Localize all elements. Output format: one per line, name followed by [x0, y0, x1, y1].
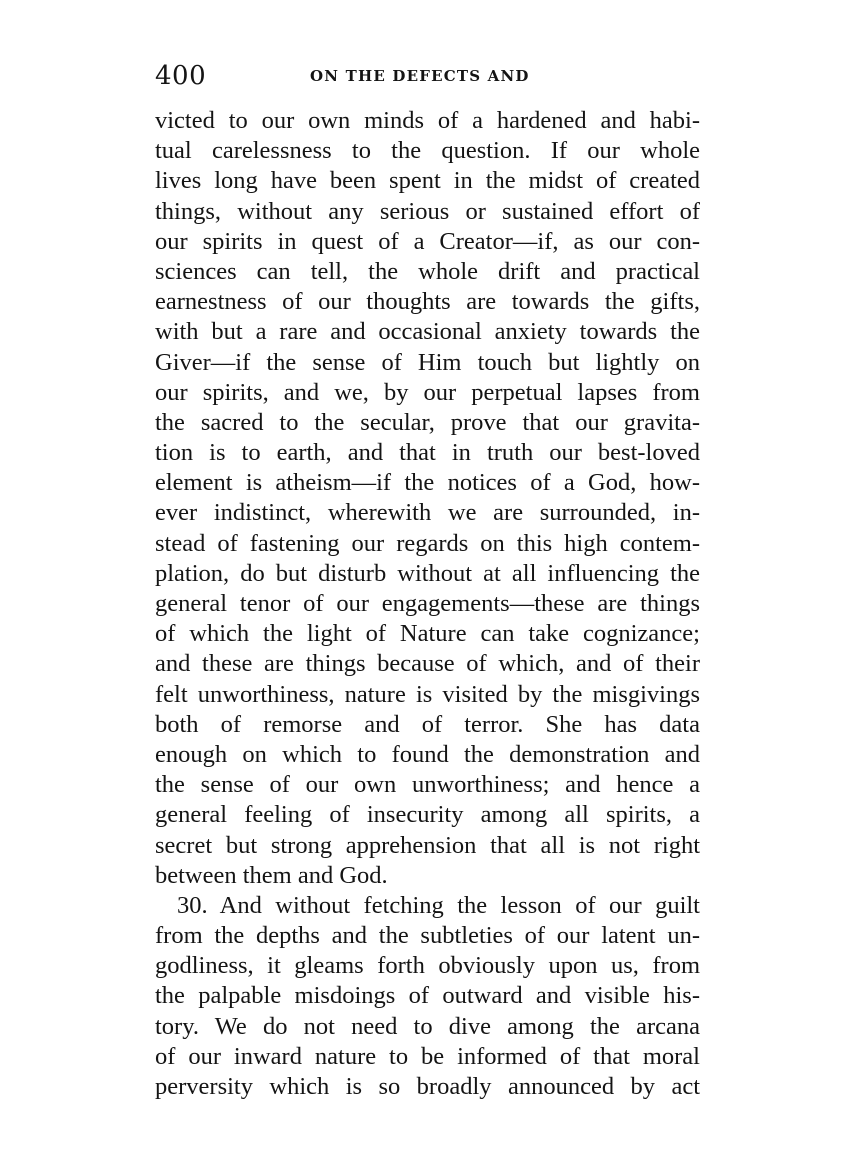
text-line: of which the light of Nature can take cognizance;	[155, 620, 700, 648]
text-line: earnestness of our thoughts are towards the gifts,	[155, 288, 700, 316]
text-line: tory. We do not need to dive among the arcana	[155, 1012, 700, 1040]
text-line: our spirits, and we, by our perpetual lapses from	[155, 378, 700, 406]
text-line: stead of fastening our regards on this high contem-	[155, 529, 700, 557]
text-line: from the depths and the subtleties of our latent un-	[155, 922, 700, 950]
text-line: general tenor of our engagements—these are things	[155, 590, 700, 617]
text-line: the sense of our own unworthiness; and hence a	[155, 771, 700, 799]
text-line: lives long have been spent in the midst of created	[155, 167, 700, 195]
text-line: general feeling of insecurity among all spirits, a	[155, 801, 700, 829]
text-line: tion is to earth, and that in truth our best-loved	[155, 439, 700, 467]
text-line: tual carelessness to the question. If our whole	[155, 137, 700, 165]
paragraph-end-line: between them and God.	[155, 861, 388, 889]
page-header	[155, 62, 700, 90]
text-line: godliness, it gleams forth obviously upon us, from	[155, 952, 700, 980]
text-line: our spirits in quest of a Creator—if, as our con-	[155, 227, 700, 255]
text-line: secret but strong apprehension that all is not right	[155, 831, 700, 859]
text-line: element is atheism—if the notices of a God, how-	[155, 469, 700, 497]
text-line: enough on which to found the demonstration and	[155, 740, 700, 768]
text-line: things, without any serious or sustained effort of	[155, 197, 700, 225]
text-line: the sacred to the secular, prove that our gravita-	[155, 408, 700, 436]
running-head: ON THE DEFECTS AND	[310, 67, 530, 85]
page-number: 400	[155, 61, 207, 91]
text-line: and these are things because of which, and of their	[155, 650, 700, 678]
body-text	[155, 106, 700, 1102]
paragraph-30-first-line: 30. And without fetching the lesson of our guilt	[177, 891, 700, 919]
text-line: perversity which is so broadly announced by act	[155, 1073, 700, 1100]
text-line: sciences can tell, the whole drift and practical	[155, 257, 700, 285]
text-line: plation, do but disturb without at all influencing the	[155, 559, 700, 587]
text-line: ever indistinct, wherewith we are surrounded, in-	[155, 499, 700, 527]
text-line: with but a rare and occasional anxiety towards the	[155, 318, 700, 346]
text-line: victed to our own minds of a hardened and habi-	[155, 107, 700, 134]
text-line: of our inward nature to be informed of that moral	[155, 1042, 700, 1070]
text-line: the palpable misdoings of outward and visible his-	[155, 982, 700, 1010]
text-line: both of remorse and of terror. She has data	[155, 710, 700, 738]
text-line: Giver—if the sense of Him touch but lightly on	[155, 348, 700, 376]
text-line: felt unworthiness, nature is visited by the misgivings	[155, 680, 700, 708]
